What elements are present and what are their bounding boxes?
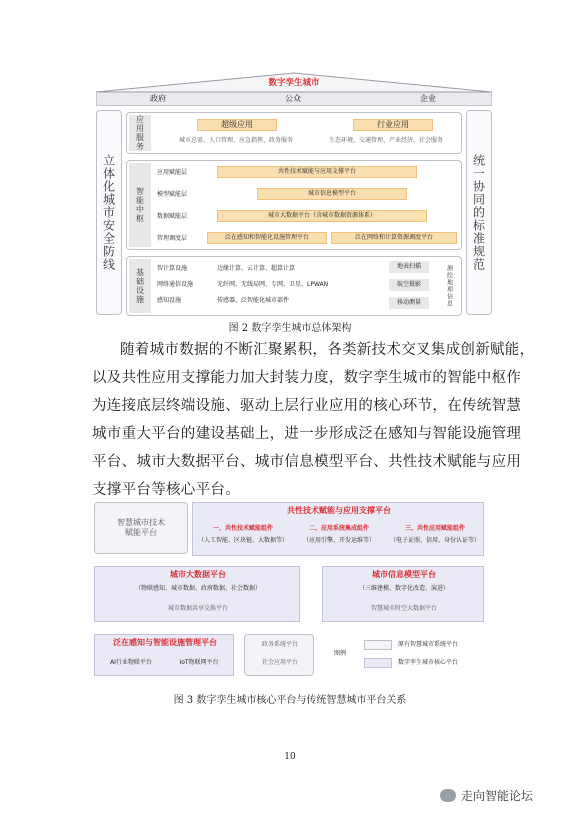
actor-enterprise: 企业 (420, 94, 436, 103)
industry-app-tag: 行业应用 (353, 119, 433, 131)
common-part-title: 三、共性应用赋能组件 (404, 525, 465, 532)
wechat-icon (440, 789, 456, 802)
legend-swatch-core (364, 658, 392, 668)
common-part-sub: （电子证照、信用、身份认证等） (389, 537, 480, 544)
paragraph-line: 平台、城市大数据平台、城市信息模型平台、共性技术赋能与应用 (92, 454, 522, 470)
bigdata-platform-box (94, 566, 300, 622)
watermark-text: 走向智能论坛 (461, 788, 534, 803)
infra-row-name: 网络通信设施 (157, 281, 194, 288)
infra-layer-label: 基础设施 (135, 268, 145, 304)
hub-layer-label-box (129, 163, 151, 247)
app-layer (126, 112, 462, 154)
infra-row-items: 边缘计算、云计算、超算计算 (217, 265, 296, 272)
hub-row-name: 模型赋能层 (157, 191, 188, 198)
app-layer-label-box (129, 115, 151, 151)
gov-item: 政务系统平台 (261, 641, 298, 648)
common-part-sub: （人工智能、区块链、大数据等） (197, 537, 288, 544)
hub-row-name: 管理调度层 (157, 235, 188, 242)
bigdata-title: 城市大数据平台 (170, 570, 226, 579)
super-app-items: 城市总需、人口管理、应急指挥、政务服务 (178, 137, 293, 144)
smart-city-tech-box (94, 502, 188, 554)
super-app-tag: 超级应用 (197, 119, 277, 131)
infra-layer (126, 256, 462, 316)
common-part-title: 一、共性技术赋能组件 (212, 525, 273, 532)
figure-3-caption: 图 3 数字孪生城市核心平台与传统智慧城市平台关系 (173, 695, 407, 706)
paragraph-line: 以及共性应用支撑能力加大封装力度，数字孪生城市的智能中枢作 (92, 370, 522, 386)
infra-row-items: 光纤网、无线局网、专网、卫星、LPWAN (217, 281, 329, 288)
right-side-label: 统一协同的标准规范 (471, 154, 486, 271)
legend-label: 图例 (334, 650, 347, 657)
legend-item: 数字孪生城市核心平台 (398, 659, 459, 666)
common-tech-platform: 共性技术赋能与应用支撑平台 (217, 166, 417, 178)
left-side-label: 立体化城市安全防线 (101, 154, 116, 271)
actor-public: 公众 (285, 94, 301, 103)
figure-2-caption: 图 2 数字孪生城市总体架构 (228, 323, 352, 334)
common-tech-title: 共性技术赋能与应用支撑平台 (287, 506, 391, 515)
paragraph-line: 为连接底层终端设施、驱动上层行业应用的核心环节，在传统智慧 (92, 398, 522, 414)
infra-right-label: 测绘地理信息 (445, 265, 453, 307)
iot-title: 泛在感知与智能设施管理平台 (113, 638, 217, 647)
paragraph-line: 随着城市数据的不断汇聚累积，各类新技术交叉集成创新赋能， (120, 342, 535, 358)
industry-app-items: 生态环境、交通管理、产业经济、社会服务 (328, 137, 443, 144)
bigdata-sub: （物联感知、城市数据、政府数据、社会数据） (134, 585, 261, 592)
smart-city-tech-line1: 智慧城市技术 (117, 518, 165, 527)
infra-row-items: 传感器、泛智能化城市部件 (217, 297, 290, 304)
roof-title: 数字孪生城市 (268, 78, 320, 88)
infra-row-name: 感知设施 (157, 297, 182, 304)
cim-title: 城市信息模型平台 (372, 570, 436, 579)
gov-social-box (244, 634, 314, 676)
network-compute-platform: 泛在网络和计算资源调度平台 (331, 232, 457, 244)
app-layer-label: 应用服务 (135, 115, 145, 151)
iot-item: IoT物联网平台 (179, 659, 219, 666)
legend-swatch-original (364, 640, 392, 650)
infra-side-item: 移动测量 (389, 297, 429, 309)
common-part-sub: （应用引擎、开发运维等） (302, 537, 375, 544)
wechat-watermark (440, 786, 533, 804)
page-number: 10 (284, 752, 296, 762)
actor-government: 政府 (150, 94, 166, 103)
cim-sub: （三维建模、数字化改造、演进） (358, 585, 449, 592)
figure-2 (88, 70, 500, 320)
cim-platform: 城市信息模型平台 (257, 188, 407, 200)
left-side-bar (96, 110, 122, 315)
body-paragraph (92, 336, 535, 504)
infra-layer-label-box (129, 259, 151, 313)
infra-right-col (439, 259, 459, 313)
infra-row-name: 智计算设施 (157, 265, 188, 272)
paragraph-line: 城市重大平台的建设基础上，进一步形成泛在感知与智能设施管理 (92, 426, 522, 442)
figure-3 (92, 500, 488, 678)
iot-mgmt-platform: 泛在感知和智能化设施管理平台 (207, 232, 327, 244)
right-side-bar (466, 110, 492, 315)
iot-mgmt-platform-box (94, 634, 234, 676)
bigdata-bottom: 城市数据共享交换平台 (167, 605, 228, 612)
paragraph-line: 支撑平台等核心平台。 (92, 482, 240, 498)
infra-side-item: 地表扫描 (389, 261, 429, 273)
gov-item: 社会应用平台 (261, 659, 298, 666)
hub-row-name: 应用赋能层 (157, 169, 188, 176)
hub-layer-label: 智能中枢 (135, 187, 145, 223)
hub-row-name: 数据赋能层 (157, 213, 188, 220)
legend-item: 原有智慧城市系统平台 (398, 641, 459, 648)
cim-platform-box (322, 566, 484, 622)
infra-side-item: 航空摄影 (389, 279, 429, 291)
cim-bottom: 智慧城市时空大数据平台 (370, 605, 437, 612)
hub-layer (126, 160, 462, 250)
common-part-title: 二、应用系统集成组件 (308, 525, 369, 532)
bigdata-platform: 城市大数据平台（含城市数据资源体系） (217, 210, 427, 222)
iot-item: AI行业物联平台 (110, 659, 152, 666)
common-tech-platform-box (192, 502, 484, 556)
smart-city-tech-line2: 赋能平台 (125, 528, 157, 537)
